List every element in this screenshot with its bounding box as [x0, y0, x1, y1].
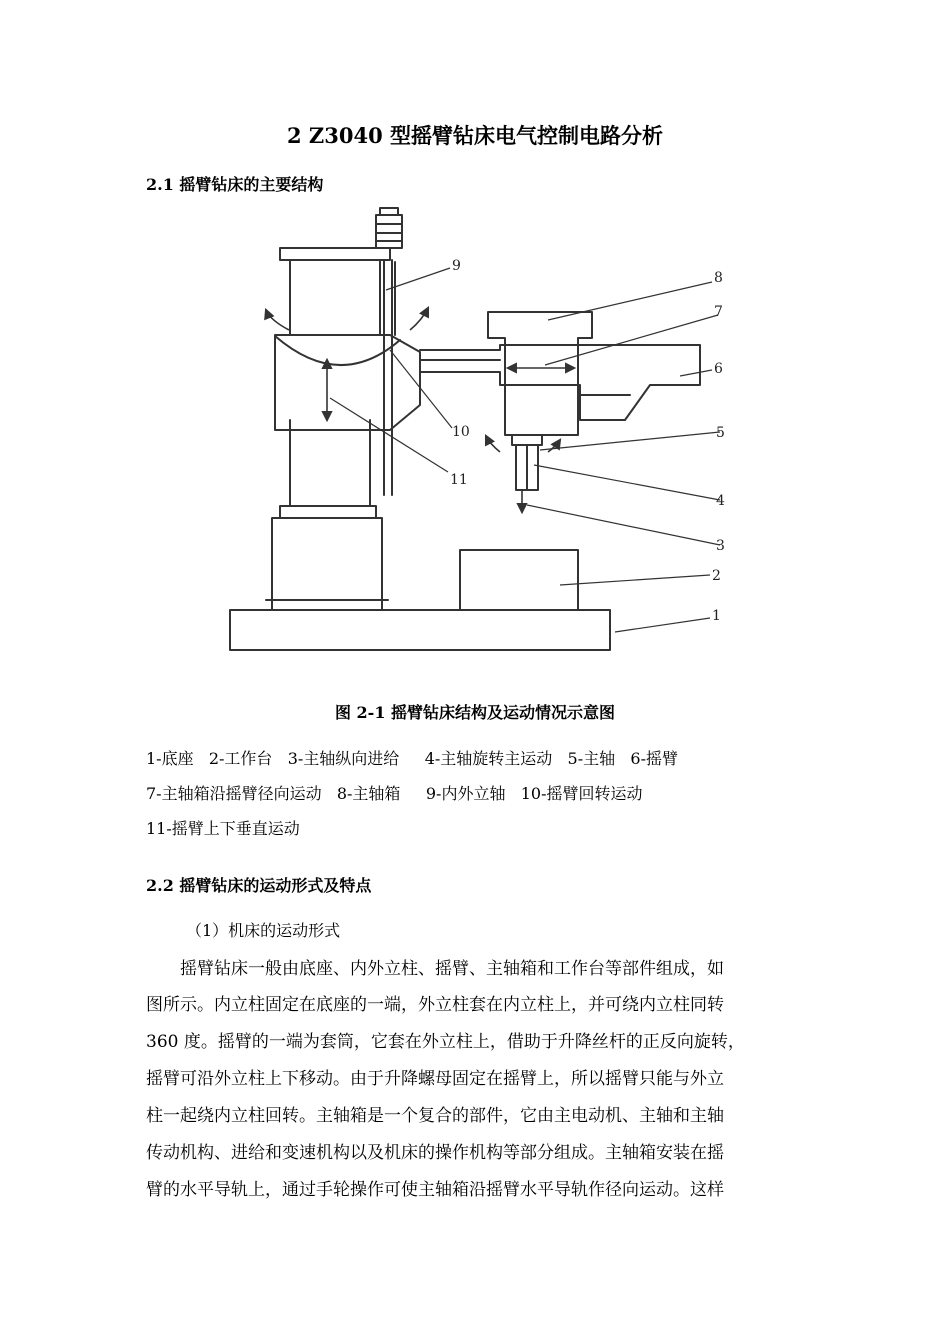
- label-6: 6: [714, 361, 723, 377]
- label-3: 3: [716, 538, 725, 554]
- figure-legend-line: 11-摇臂上下垂直运动: [146, 819, 300, 838]
- label-2: 2: [712, 568, 721, 584]
- figure-caption: 图 2-1 摇臂钻床结构及运动情况示意图: [334, 703, 616, 722]
- paragraph-line: 图所示。内立柱固定在底座的一端，外立柱套在内立柱上，并可绕内立柱同转: [146, 995, 724, 1015]
- paragraph-line: 摇臂钻床一般由底座、内外立柱、摇臂、主轴箱和工作台等部件组成，如: [146, 959, 724, 979]
- paragraph-line: 臂的水平导轨上，通过手轮操作可使主轴箱沿摇臂水平导轨作径向运动。这样: [146, 1180, 724, 1200]
- label-9: 9: [452, 258, 461, 274]
- section-heading-2-1: 2.1 摇臂钻床的主要结构: [146, 175, 324, 194]
- label-11: 11: [450, 472, 468, 488]
- label-4: 4: [716, 493, 725, 509]
- label-5: 5: [716, 425, 725, 441]
- label-7: 7: [714, 304, 723, 320]
- column-top-shape: [290, 260, 380, 335]
- sleeve-shape: [275, 335, 420, 430]
- radial-drill-structure-diagram: [220, 205, 740, 665]
- paragraph-line: 360 度。摇臂的一端为套筒，它套在外立柱上，借助于升降丝杆的正反向旋转，: [146, 1032, 745, 1052]
- figure-legend-line: 1-底座 2-工作台 3-主轴纵向进给 4-主轴旋转主运动 5-主轴 6-摇臂: [146, 749, 678, 768]
- label-10: 10: [452, 424, 470, 440]
- section-heading-2-2: 2.2 摇臂钻床的运动形式及特点: [146, 876, 372, 895]
- label-1: 1: [712, 608, 721, 624]
- subsection-heading: （1）机床的运动形式: [186, 921, 341, 940]
- document-title: 2 Z3040 型摇臂钻床电气控制电路分析: [286, 123, 663, 148]
- paragraph-line: 柱一起绕内立柱回转。主轴箱是一个复合的部件，它由主电动机、主轴和主轴: [146, 1106, 724, 1126]
- base-shape: [230, 610, 610, 650]
- label-8: 8: [714, 270, 723, 286]
- headstock-shape: [488, 312, 592, 435]
- column-lower-shape: [272, 518, 382, 610]
- motor-shape: [376, 215, 402, 248]
- paragraph-line: 传动机构、进给和变速机构以及机床的操作机构等部分组成。主轴箱安装在摇: [146, 1143, 724, 1163]
- figure-legend-line: 7-主轴箱沿摇臂径向运动 8-主轴箱 9-内外立轴 10-摇臂回转运动: [146, 784, 643, 803]
- worktable-shape: [460, 550, 578, 610]
- paragraph-line: 摇臂可沿外立柱上下移动。由于升降螺母固定在摇臂上，所以摇臂只能与外立: [146, 1069, 724, 1089]
- arm-shape: [420, 345, 700, 420]
